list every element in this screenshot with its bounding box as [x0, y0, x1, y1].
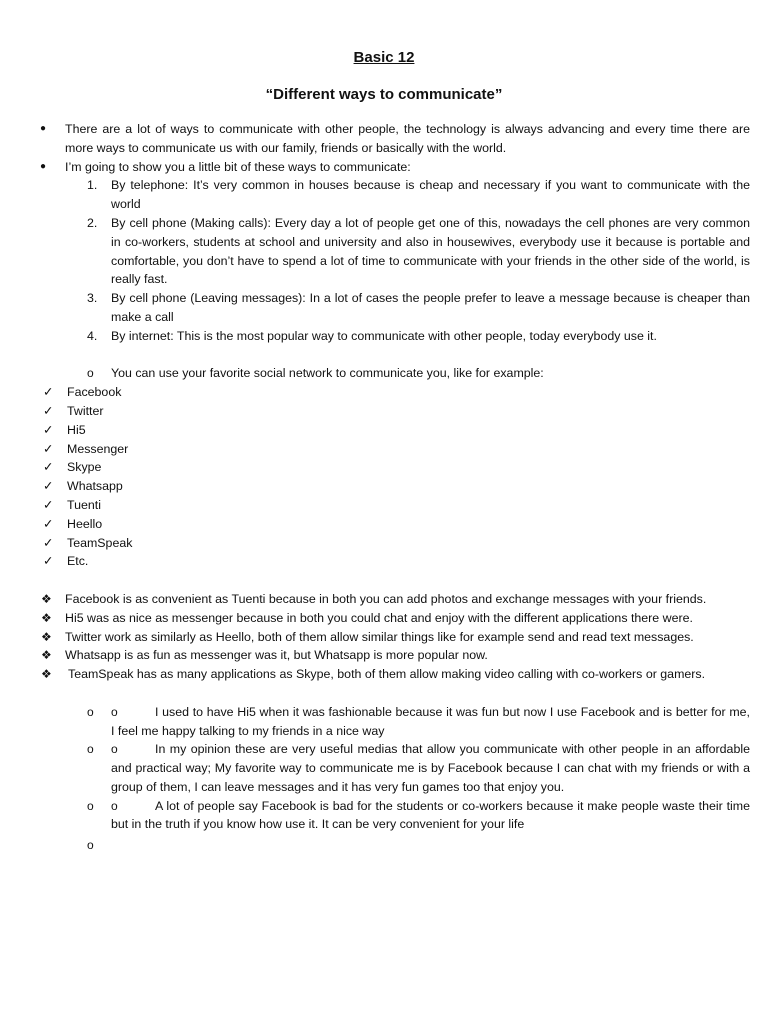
network-item: [0, 458, 750, 477]
opinion-text: In my opinion these are very useful medias that allow you communicate with other people in an affordable and practical way; My favorite way to communicate me is by Facebook because I can chat with my friends or with a group of them, I can leave messages and it has very fun games too that enjoy you.: [111, 742, 750, 794]
comparison-item: [0, 646, 750, 665]
comparison-text: Whatsapp is as fun as messenger was it, but Whatsapp is more popular now.: [65, 648, 488, 663]
diamond-icon: ❖: [41, 610, 52, 625]
network-item: [0, 477, 750, 496]
check-icon: ✓: [43, 460, 54, 475]
network-name: Twitter: [67, 403, 104, 418]
network-name: Messenger: [67, 441, 129, 456]
network-name: Facebook: [67, 385, 122, 400]
network-name: Whatsapp: [67, 479, 123, 494]
network-item: [0, 496, 750, 515]
diamond-icon: ❖: [41, 591, 52, 606]
intro-bullet: [0, 158, 750, 177]
circle-marker: o: [111, 798, 118, 813]
diamond-icon: ❖: [41, 629, 52, 644]
network-item: [0, 421, 750, 440]
opinion-item: [0, 740, 750, 796]
intro-bullet: [0, 120, 750, 158]
social-intro-item: [0, 364, 750, 383]
page-title: Basic 12: [353, 49, 415, 66]
bullet-marker: ●: [40, 160, 47, 172]
item-number: 4.: [87, 328, 98, 343]
item-text: By cell phone (Making calls): Every day a lot of people get one of this, nowadays the cell phones are very common in co-workers, students at school and university and also in housewives, everybody use it because is portable and comfortable, you don’t have to spend a lot of time to communicate with your friends in the other side of the world, is really fast.: [111, 215, 750, 287]
diamond-icon: ❖: [41, 648, 52, 663]
item-number: 1.: [87, 178, 98, 193]
circle-marker: o: [87, 704, 94, 719]
check-icon: ✓: [43, 554, 54, 569]
numbered-item: [0, 214, 750, 289]
item-text: By internet: This is the most popular way to communicate with other people, today everybody use it.: [111, 328, 657, 343]
spacer: [0, 571, 750, 590]
spacer: [0, 346, 750, 365]
spacer: [0, 684, 750, 703]
opinion-text: A lot of people say Facebook is bad for the students or co-workers because it make people waste their time but in the truth if you know how use it. It can be very convenient for your life: [111, 798, 750, 832]
opinion-text: I used to have Hi5 when it was fashionable because it was fun but now I use Facebook and is better for me, I feel me happy talking to my friends in a nice way: [111, 704, 750, 738]
circle-marker: o: [111, 704, 118, 719]
item-number: 3.: [87, 291, 98, 306]
network-item: [0, 552, 750, 571]
numbered-item: [0, 327, 750, 346]
check-icon: ✓: [43, 479, 54, 494]
network-name: Etc.: [67, 554, 89, 569]
network-name: TeamSpeak: [67, 535, 133, 550]
check-icon: ✓: [43, 497, 54, 512]
circle-marker: o: [87, 366, 94, 381]
network-item: [0, 515, 750, 534]
comparison-text: Twitter work as similarly as Heello, both of them allow similar things like for example send and read text messages.: [65, 629, 694, 644]
comparison-text: Facebook is as convenient as Tuenti because in both you can add photos and exchange messages with your friends.: [65, 591, 707, 606]
opinion-item: [0, 703, 750, 741]
comparison-text: Hi5 was as nice as messenger because in both you could chat and enjoy with the different applications there were.: [65, 610, 693, 625]
diamond-icon: ❖: [41, 667, 52, 682]
intro-text: I’m going to show you a little bit of these ways to communicate:: [65, 159, 411, 174]
opinion-item: [0, 797, 750, 835]
check-icon: ✓: [43, 403, 54, 418]
intro-text: There are a lot of ways to communicate with other people, the technology is always advancing and every time there are more ways to communicate us with our family, friends or basically with the world.: [65, 122, 750, 155]
bullet-marker: ●: [40, 123, 47, 134]
check-icon: ✓: [43, 385, 54, 400]
social-intro-text: You can use your favorite social network to communicate you, like for example:: [111, 366, 544, 381]
network-name: Skype: [67, 460, 102, 475]
empty-list-item: [0, 836, 750, 855]
network-item: [0, 440, 750, 459]
network-name: Heello: [67, 516, 103, 531]
network-item: [0, 383, 750, 402]
numbered-item: [0, 176, 750, 214]
comparison-item: [0, 590, 750, 609]
comparison-text: TeamSpeak has as many applications as Skype, both of them allow making video calling with co-workers or gamers.: [68, 667, 706, 682]
circle-marker: o: [111, 742, 118, 757]
comparison-item: [0, 628, 750, 647]
check-icon: ✓: [43, 516, 54, 531]
comparison-item: [0, 609, 750, 628]
check-icon: ✓: [43, 441, 54, 456]
circle-marker: o: [87, 742, 94, 757]
document-body: [0, 120, 750, 855]
numbered-item: [0, 289, 750, 327]
network-item: [0, 402, 750, 421]
circle-marker: o: [87, 798, 94, 813]
item-text: By telephone: It’s very common in houses because is cheap and necessary if you want to communicate with the world: [111, 178, 750, 212]
network-name: Tuenti: [67, 497, 101, 512]
check-icon: ✓: [43, 535, 54, 550]
comparison-item: [0, 665, 750, 684]
network-name: Hi5: [67, 422, 86, 437]
item-text: By cell phone (Leaving messages): In a lot of cases the people prefer to leave a message because is cheaper than make a call: [111, 291, 750, 324]
item-number: 2.: [87, 215, 98, 230]
check-icon: ✓: [43, 422, 54, 437]
network-item: [0, 534, 750, 553]
circle-marker: o: [87, 838, 94, 853]
page-subtitle: “Different ways to communicate”: [265, 86, 503, 103]
